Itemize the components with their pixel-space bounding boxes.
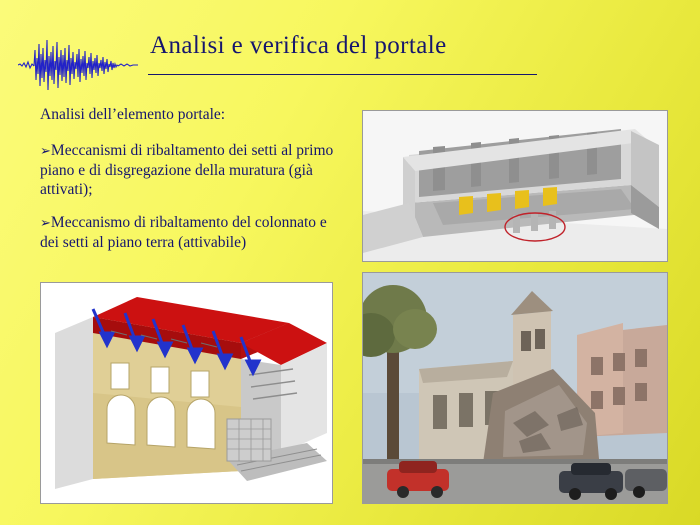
title-divider (148, 74, 537, 75)
mechanism-sketch-image (40, 282, 333, 504)
bullet-item-2 (40, 213, 345, 253)
bullet-item-1 (40, 141, 345, 200)
bullet-arrow-icon: ➢ (40, 143, 51, 159)
content-text-block (40, 105, 345, 266)
seismogram-icon (18, 30, 138, 100)
bullet-text-1: Meccanismi di ribaltamento dei setti al primo piano e di disgregazione della muratura (già attivati); (40, 141, 334, 199)
bullet-text-2: Meccanismo di ribaltamento del colonnato e dei setti al piano terra (attivabile) (40, 214, 327, 252)
damage-photo-image (362, 272, 668, 504)
lead-paragraph: Analisi dell’elemento portale: (40, 106, 226, 123)
page-title: Analisi e verifica del portale (150, 32, 447, 59)
bullet-arrow-icon: ➢ (40, 216, 51, 232)
model-3d-render-image (362, 110, 668, 262)
